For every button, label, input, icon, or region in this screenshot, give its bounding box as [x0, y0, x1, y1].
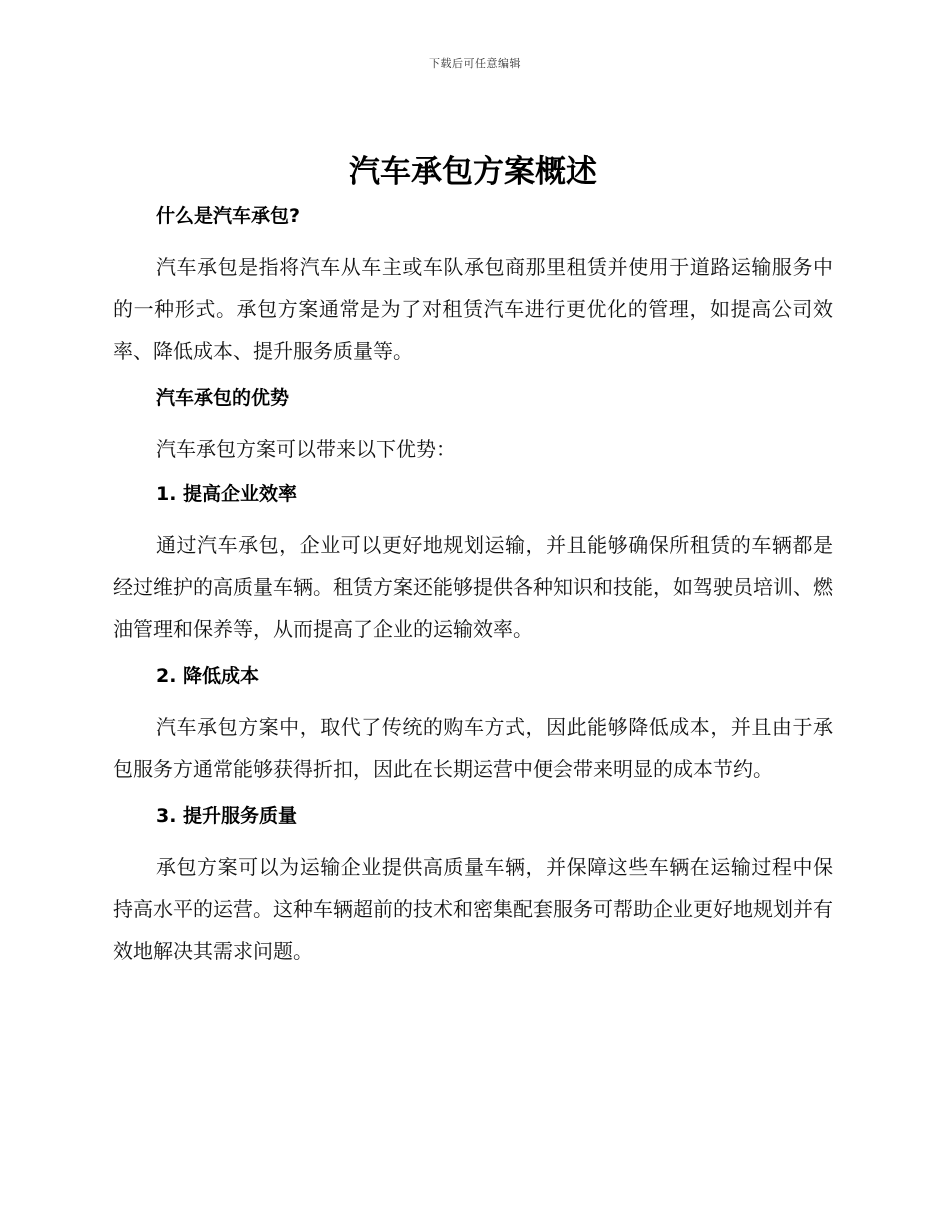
header-note: 下载后可任意编辑 [429, 57, 521, 70]
item-paragraph-cost: 汽车承包方案中，取代了传统的购车方式，因此能够降低成本，并且由于承包服务方通常能够获得折扣，因此在长期运营中便会带来明显的成本节约。 [113, 715, 833, 781]
item-paragraph-quality: 承包方案可以为运输企业提供高质量车辆，并保障这些车辆在运输过程中保持高水平的运营。这种车辆超前的技术和密集配套服务可帮助企业更好地规划并有效地解决其需求问题。 [113, 855, 833, 963]
item-heading-efficiency: 1. 提高企业效率 [156, 483, 298, 505]
section-heading-advantages: 汽车承包的优势 [156, 387, 290, 409]
section-heading-what-is: 什么是汽车承包? [156, 205, 301, 227]
item-paragraph-efficiency: 通过汽车承包，企业可以更好地规划运输，并且能够确保所租赁的车辆都是经过维护的高质量车辆。租赁方案还能够提供各种知识和技能，如驾驶员培训、燃油管理和保养等，从而提高了企业的运输效率。 [113, 533, 833, 641]
item-heading-quality: 3. 提升服务质量 [156, 805, 298, 827]
section-paragraph-advantages: 汽车承包方案可以带来以下优势： [156, 437, 456, 461]
section-paragraph-what-is: 汽车承包是指将汽车从车主或车队承包商那里租赁并使用于道路运输服务中的一种形式。承包方案通常是为了对租赁汽车进行更优化的管理，如提高公司效率、降低成本、提升服务质量等。 [113, 255, 833, 363]
item-heading-cost: 2. 降低成本 [156, 665, 260, 687]
document-title: 汽车承包方案概述 [349, 154, 597, 190]
document-body [113, 148, 833, 984]
